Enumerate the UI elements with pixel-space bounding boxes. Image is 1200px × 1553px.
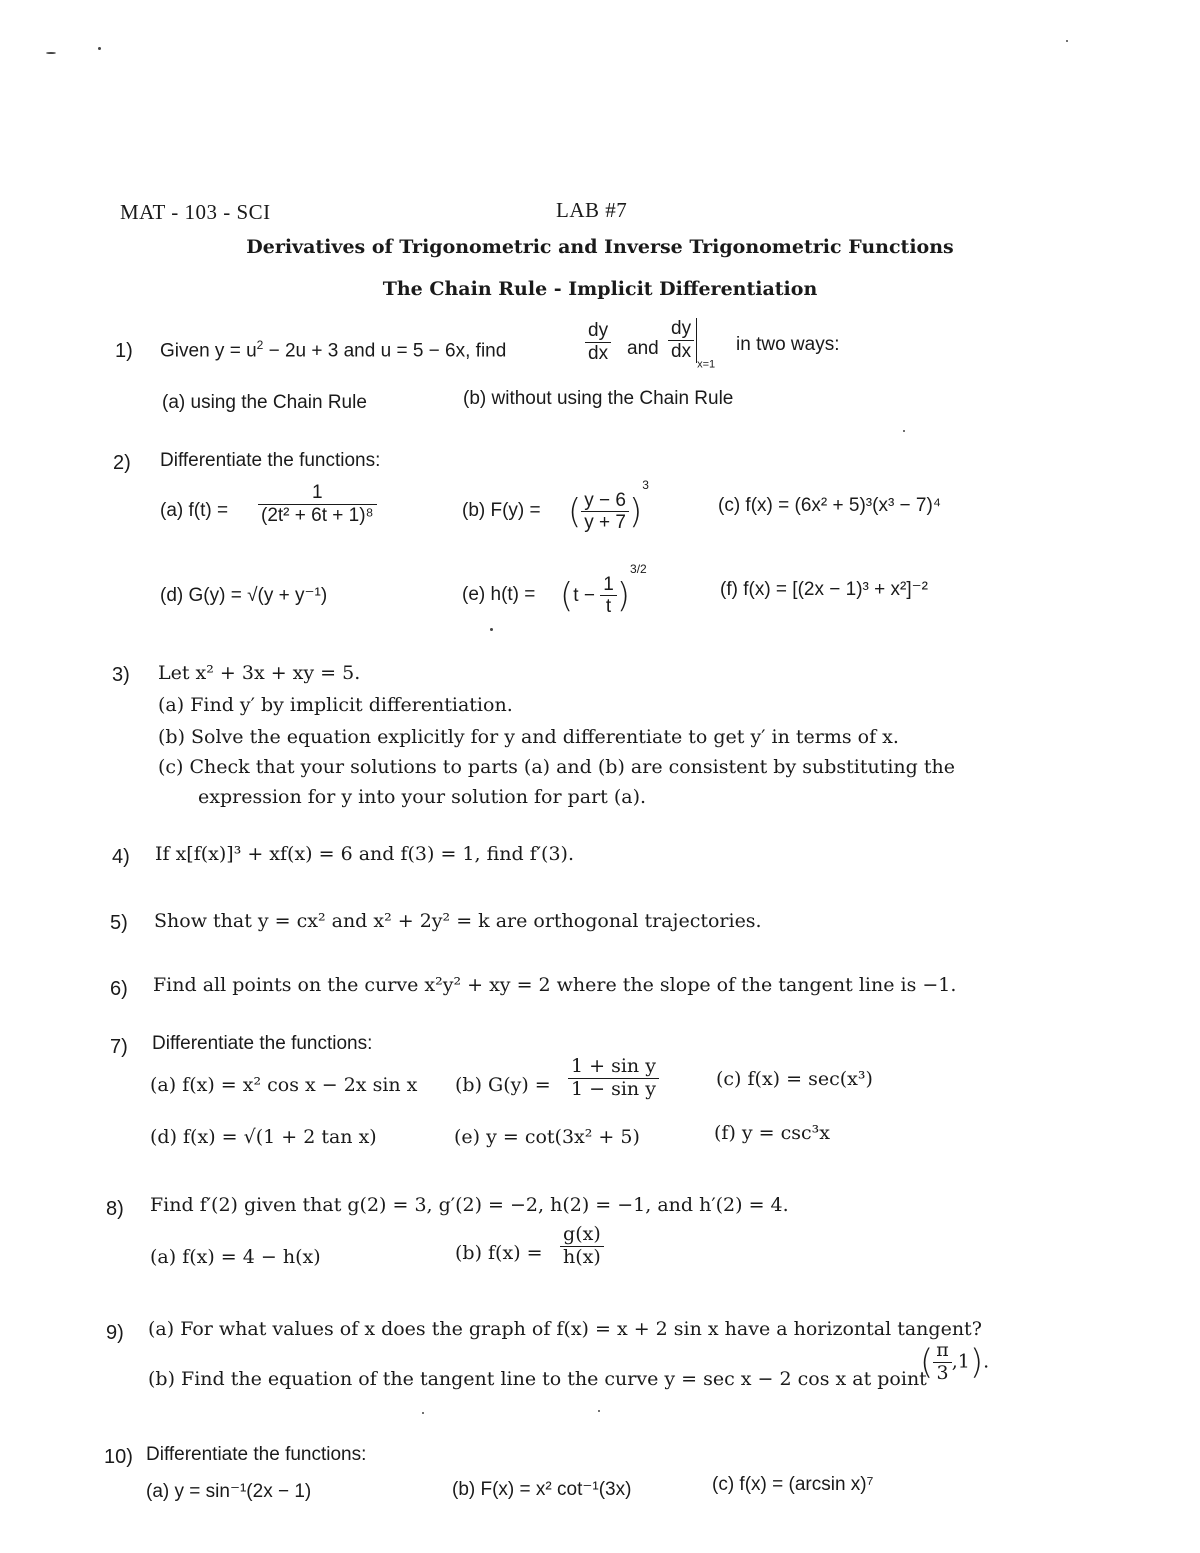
scan-speck [422,1412,424,1414]
frac-numerator: π [933,1340,952,1363]
frac-numerator: dy [668,318,694,341]
q5-text: Show that y = cx² and x² + 2y² = k are orthogonal trajectories. [154,910,762,932]
q2-c: (c) f(x) = (6x² + 5)³(x³ − 7)⁴ [718,495,941,516]
q8-b-lhs: (b) f(x) = [455,1242,543,1264]
q7-e: (e) y = cot(3x² + 5) [454,1126,640,1148]
exponent: 3 [642,478,649,492]
e-term: t − [573,585,595,606]
frac-denominator: dx [588,342,609,364]
point-y: ,1 [951,1350,970,1373]
scan-speck [98,47,101,50]
q8-a: (a) f(x) = 4 − h(x) [150,1246,321,1268]
q2-e-expr: (t − $\frac{1}{t}$ )$^{3/2}$ [560,562,647,618]
scan-speck [46,52,56,54]
q7-a: (a) f(x) = x² cos x − 2x sin x [150,1074,418,1096]
q1-tail: in two ways: [736,334,840,355]
q2-a-lhs: (a) f(t) = [160,500,229,521]
q9-point: ( $\frac{\pi}{3}$ ,1). [920,1339,990,1384]
q7-f: (f) y = csc³x [714,1122,830,1144]
q3-part-b: (b) Solve the equation explicitly for y and differentiate to get y′ in terms of x. [158,726,899,748]
q7-prompt: Differentiate the functions: [152,1033,373,1054]
scan-speck [903,430,905,432]
question-number: 4) [112,846,130,868]
q4-text: If x[f(x)]³ + xf(x) = 6 and f(3) = 1, find f′(3). [155,843,575,865]
q1-dydx [585,320,611,365]
frac-denominator: h(x) [563,1245,601,1268]
q8-b-frac [560,1224,604,1269]
q10-b: (b) F(x) = x² cot⁻¹(3x) [452,1479,632,1500]
frac-numerator: 1 + sin y [568,1056,659,1079]
frac-denominator: y + 7 [584,512,626,534]
frac-numerator: y − 6 [581,490,629,513]
question-number: 10) [104,1446,133,1468]
frac-numerator: 1 [258,482,377,505]
frac-denominator: 1 − sin y [571,1077,656,1100]
eval-point: x=1 [697,358,716,371]
q1-part-a: (a) using the Chain Rule [162,392,367,413]
scan-speck [1066,40,1068,42]
lab-number: LAB #7 [556,198,628,222]
q1-given-part: − 2u + 3 and u = 5 − 6x, find [263,340,507,362]
frac-numerator: g(x) [560,1224,604,1247]
q9-b: (b) Find the equation of the tangent line to the curve y = sec x − 2 cos x at point [148,1368,927,1390]
question-number: 6) [110,978,128,1000]
question-number: 8) [106,1198,124,1220]
frac-denominator: 3 [936,1361,949,1384]
q7-d: (d) f(x) = √(1 + 2 tan x) [150,1126,377,1148]
q6-text: Find all points on the curve x²y² + xy = 2 where the slope of the tangent line is −1. [153,974,957,996]
question-number: 7) [110,1036,128,1058]
q1-part-b: (b) without using the Chain Rule [463,388,734,409]
frac-numerator: dy [585,320,611,343]
q3-prompt: Let x² + 3x + xy = 5. [158,662,361,684]
q10-a: (a) y = sin⁻¹(2x − 1) [146,1481,312,1502]
q2-f: (f) f(x) = [(2x − 1)³ + x²]⁻² [720,579,928,600]
question-number: 9) [106,1322,124,1344]
q7-b-lhs: (b) G(y) = [455,1074,551,1096]
question-number: 3) [112,664,130,686]
question-number: 1) [115,340,133,362]
scan-speck [490,628,493,631]
course-code: MAT - 103 - SCI [120,200,271,224]
frac-denominator: t [605,596,612,618]
q3-part-a: (a) Find y′ by implicit differentiation. [158,694,513,716]
q8-text: Find f′(2) given that g(2) = 3, g′(2) = −2, h(2) = −1, and h′(2) = 4. [150,1194,789,1216]
q2-prompt: Differentiate the functions: [160,450,381,471]
q10-prompt: Differentiate the functions: [146,1444,367,1465]
q1-given: Given $y = u^2 - 2u + 3$ and u = 5 − 6x, find [160,338,507,362]
exponent: 3/2 [630,562,647,576]
q3-part-c-cont: expression for y into your solution for part (a). [198,786,647,808]
q7-c: (c) f(x) = sec(x³) [716,1068,873,1090]
q3-part-c: (c) Check that your solutions to parts (a) and (b) are consistent by substituting the [158,756,955,778]
q7-b-frac [568,1056,659,1101]
q1-dydx-eval [668,318,715,370]
frac-denominator: (2t² + 6t + 1)⁸ [261,504,374,526]
page-subtitle: The Chain Rule - Implicit Differentiation [382,278,818,300]
q2-b-frac: ( $\frac{y - 6}{y + 7}$ )$^3$ [568,478,649,534]
question-number: 5) [110,912,128,934]
q1-and: and [627,338,659,359]
q2-b-lhs: (b) F(y) = [462,500,541,521]
q2-a-frac [258,482,377,527]
q9-a: (a) For what values of x does the graph of f(x) = x + 2 sin x have a horizontal tangent? [148,1318,982,1340]
frac-denominator: dx [671,340,692,362]
frac-numerator: 1 [600,574,617,597]
q2-e-lhs: (e) h(t) = [462,584,536,605]
scan-speck [598,1410,600,1412]
q1-given-part: Given y = u [160,340,257,362]
page-title: Derivatives of Trigonometric and Inverse Trigonometric Functions [246,236,954,258]
question-number: 2) [113,452,131,474]
q2-d: (d) G(y) = √(y + y⁻¹) [160,585,328,606]
q10-c: (c) f(x) = (arcsin x)⁷ [712,1474,874,1495]
